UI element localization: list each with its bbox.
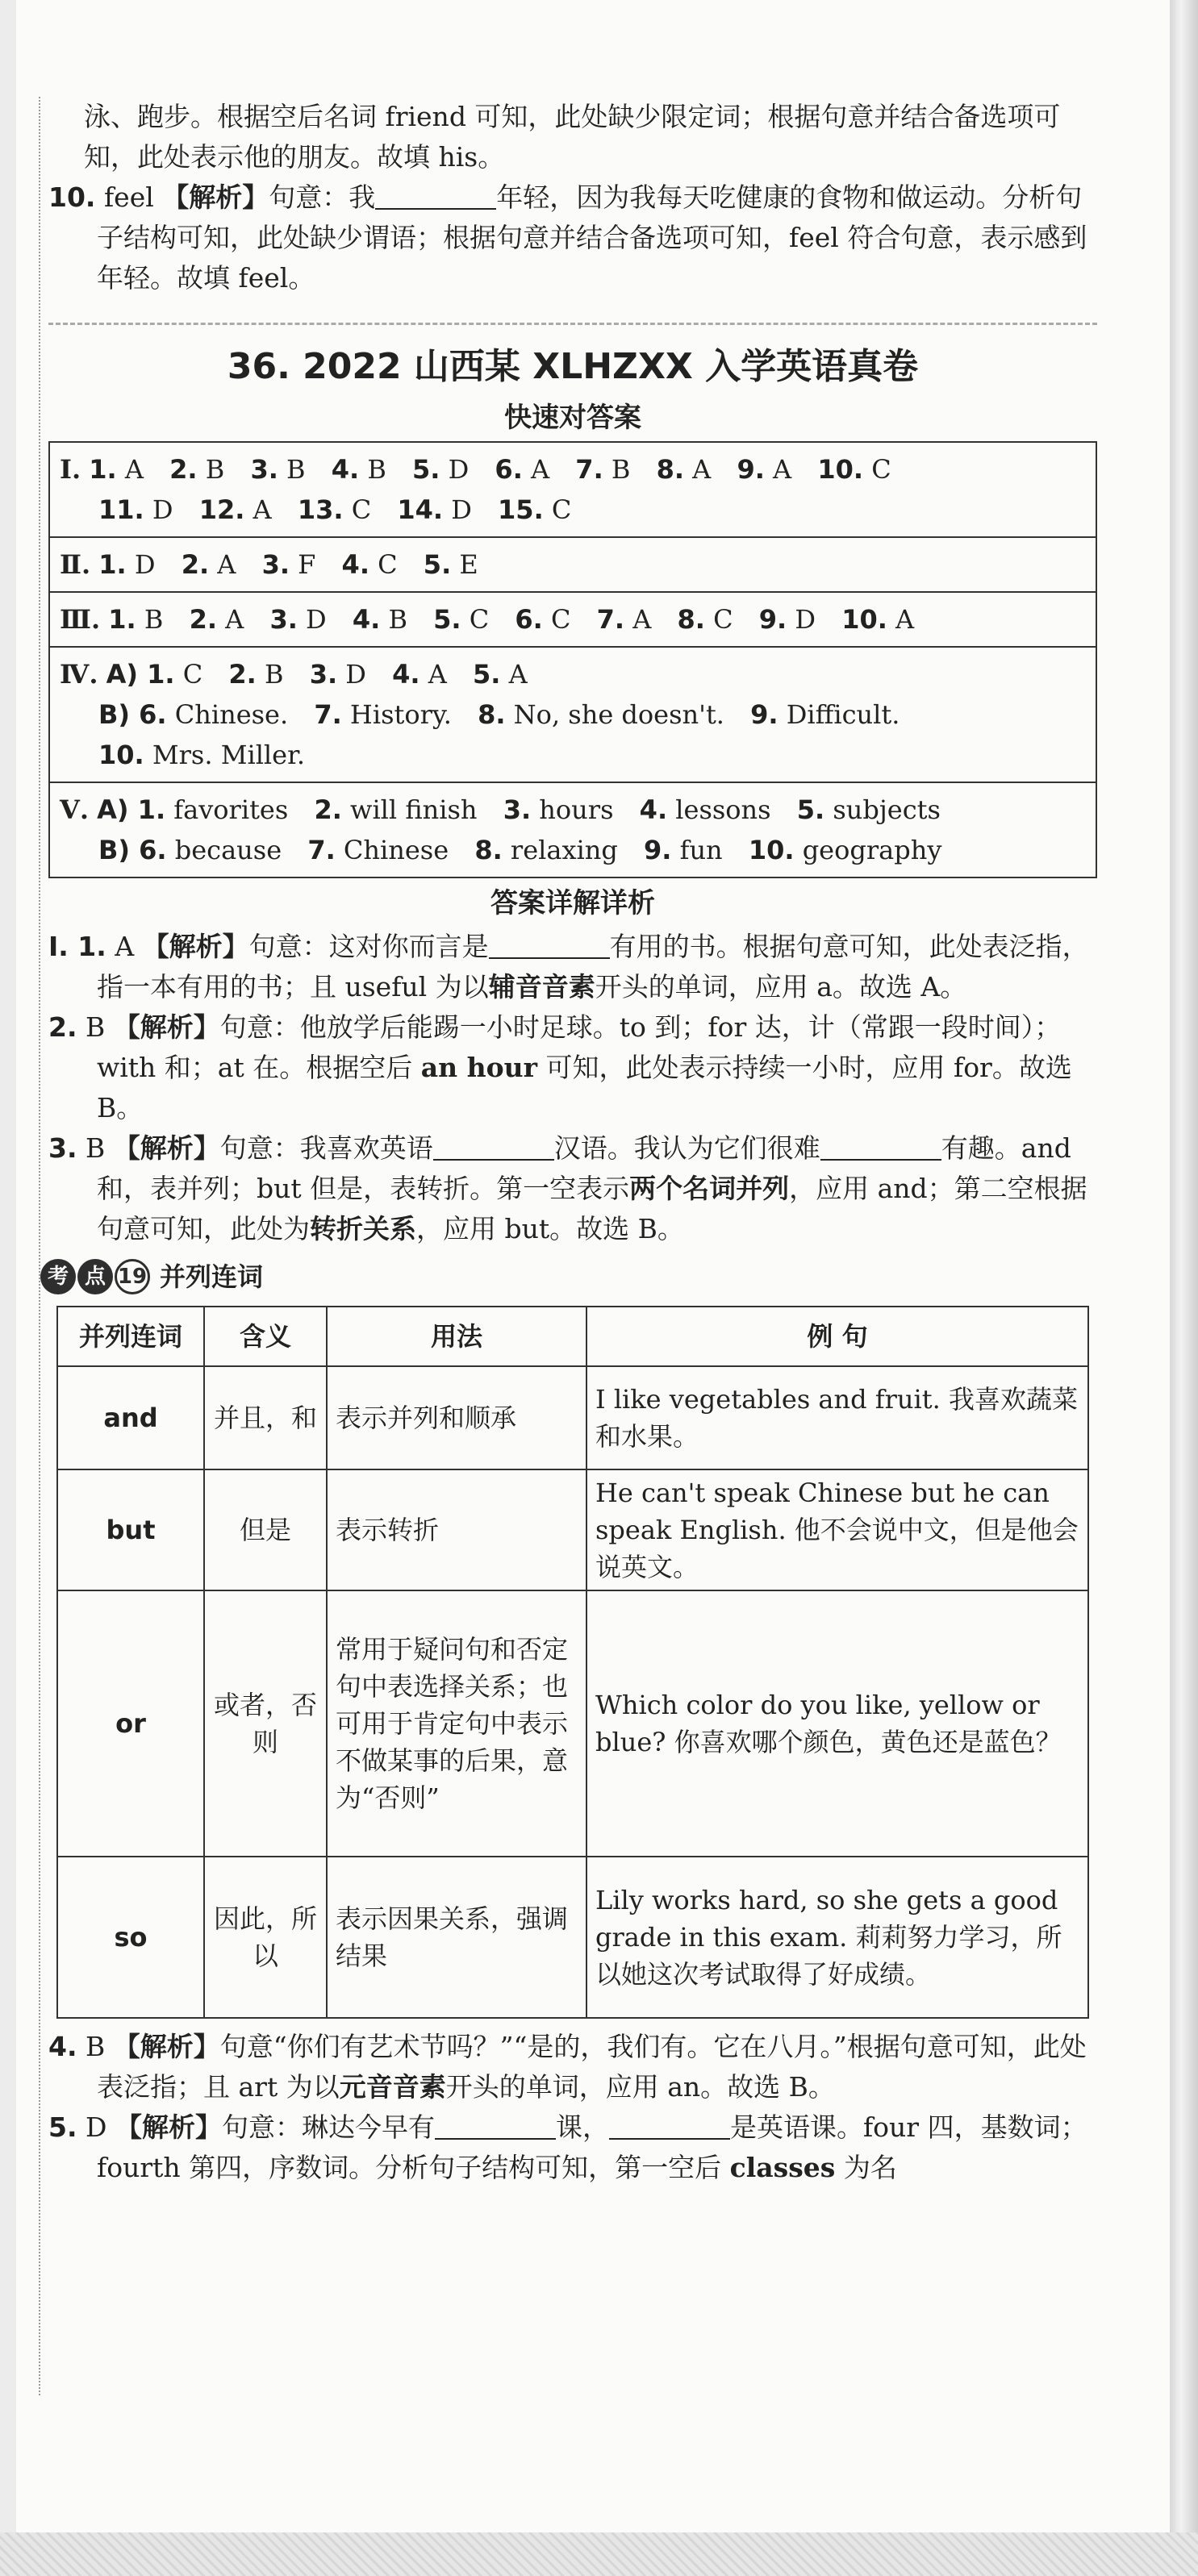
answer-key-number: 3.: [503, 794, 532, 825]
table-cell-word: and: [57, 1366, 204, 1469]
answer-key-number: 9.: [737, 454, 765, 485]
answer-key-number: A) 1.: [97, 794, 166, 825]
q4-number: 4.: [48, 2031, 77, 2062]
answer-key-line: [60, 599, 1086, 640]
answer-key-item: [503, 790, 614, 830]
answer-key-number: 12.: [198, 494, 245, 525]
answer-key-item: [307, 830, 449, 870]
q4-answer: B: [86, 2031, 106, 2062]
table-cell-usage: 表示因果关系，强调结果: [327, 1857, 586, 2018]
q10-answer: feel: [103, 181, 154, 213]
answer-key-number: A) 1.: [106, 659, 175, 690]
section-roman: Ⅴ.: [60, 794, 89, 825]
answer-key-number: 2.: [314, 794, 342, 825]
answer-key-item: [98, 830, 282, 870]
answer-key-item: [392, 654, 447, 694]
q1-text-c: 开头的单词，应用 a。故选 A。: [595, 971, 967, 1002]
table-cell-word: but: [57, 1469, 204, 1590]
table-row: [57, 1857, 1088, 2018]
answer-key-line: [60, 790, 1086, 830]
answer-key-answer: E: [459, 549, 478, 580]
table-cell-meaning: 因此，所以: [204, 1857, 327, 2018]
table-cell-example: Which color do you like, yellow or blue? 你喜欢哪个颜色，黄色还是蓝色？: [586, 1590, 1088, 1857]
q1-text-b: 有用的书。根据句意可知，此处表泛指，指一本有用的书；且 useful 为以: [97, 931, 1089, 1002]
answer-key-item: [228, 654, 283, 694]
answer-key-line: [60, 544, 1086, 585]
answer-key-number: 8.: [474, 835, 503, 865]
answer-key-number: 4.: [341, 549, 369, 580]
table-header: 并列连词: [57, 1307, 204, 1366]
answer-key-number: 4.: [331, 454, 360, 485]
section-divider: [48, 323, 1097, 325]
table-cell-meaning: 或者，否则: [204, 1590, 327, 1857]
q3-text-d: ，应用 and；第二空根据句意可知，此处为: [97, 1173, 1087, 1244]
answer-key-item: [397, 490, 472, 530]
answer-key-item: [749, 830, 942, 870]
answer-key-item: [575, 449, 630, 490]
q3-bold-1: 两个名词并列: [629, 1173, 790, 1204]
answer-key-number: 2.: [169, 454, 198, 485]
answer-key-answer: A: [508, 659, 528, 690]
table-cell-word: so: [57, 1857, 204, 2018]
table-cell-word: or: [57, 1590, 204, 1857]
q3-text-c: 有趣。and 和，表并列；but 但是，表转折。第一空表示: [97, 1132, 1071, 1204]
answer-key-item: [190, 599, 244, 640]
table-cell-usage: 表示并列和顺承: [327, 1366, 586, 1469]
answer-key-number: 3.: [261, 549, 290, 580]
table-header: 例 句: [586, 1307, 1088, 1366]
q2-bold: an hour: [420, 1052, 537, 1083]
kaodian-number: 19: [115, 1259, 150, 1294]
table-cell-example: I like vegetables and fruit. 我喜欢蔬菜和水果。: [586, 1366, 1088, 1469]
answer-key-number: 3.: [250, 454, 278, 485]
answer-key-row: [50, 593, 1096, 648]
answer-key-line: [60, 449, 1086, 490]
answer-key-item: [657, 449, 712, 490]
answer-key-answer: will finish: [350, 794, 478, 825]
q1-answer: A: [115, 931, 135, 962]
answer-key-answer: B: [367, 454, 386, 485]
answer-key-item: [473, 654, 528, 694]
answer-key-number: 5.: [412, 454, 440, 485]
answer-key-answer: Chinese: [343, 835, 449, 865]
answer-key-number: B) 6.: [98, 835, 167, 865]
q2-number: 2.: [48, 1011, 77, 1043]
margin-rule: [39, 97, 40, 2395]
answer-key-number: 6.: [515, 604, 543, 635]
answer-key-number: 7.: [575, 454, 603, 485]
answer-key-number: 5.: [472, 659, 501, 690]
answer-key-item: [841, 599, 914, 640]
q1-blank: [489, 933, 610, 959]
answer-key-answer: C: [351, 494, 372, 525]
q5-answer: D: [86, 2111, 107, 2143]
answer-key-item: [678, 599, 733, 640]
continuation-text: 泳、跑步。根据空后名词 friend 可知，此处缺少限定词；根据句意并结合备选项可知，此处表示他的朋友。故填 his。: [84, 101, 1061, 173]
answer-key-item: [515, 599, 570, 640]
answer-key-answer: C: [713, 604, 733, 635]
answer-key-item: [98, 490, 173, 530]
answer-key-item: [817, 449, 891, 490]
answer-key-number: 10.: [748, 835, 795, 865]
answer-key-row: [50, 783, 1096, 877]
q1-bold: 辅音音素: [488, 971, 595, 1002]
answer-key-item: [262, 544, 316, 585]
answer-key-answer: D: [795, 604, 816, 635]
q3-blank-1: [433, 1135, 554, 1161]
section-roman: Ⅱ.: [60, 549, 91, 580]
section-roman: Ⅳ.: [60, 659, 98, 690]
answer-key-answer: C: [551, 494, 572, 525]
q1-text-a: 句意：这对你而言是: [248, 931, 489, 962]
answer-key-item: [332, 449, 386, 490]
answer-key-row: [50, 538, 1096, 593]
q2-answer: B: [86, 1011, 106, 1043]
answer-key-answer: A: [531, 454, 550, 485]
answer-key-item: [314, 694, 452, 735]
q10-text-b: 年轻，因为我每天吃健康的食物和做运动。分析句子结构可知，此处缺少谓语；根据句意并结合备选项可知，feel 符合句意，表示感到年轻。故填 feel。: [97, 181, 1087, 294]
answer-key-answer: B: [286, 454, 306, 485]
answer-key-answer: C: [469, 604, 490, 635]
q3-text-b: 汉语。我认为它们很难: [553, 1132, 820, 1164]
answer-key-answer: A: [428, 659, 447, 690]
answer-key-row: [50, 443, 1096, 538]
answer-key-answer: D: [451, 494, 472, 525]
answer-key-item: [597, 599, 652, 640]
answer-key-number: 5.: [433, 604, 461, 635]
answer-key-item: [797, 790, 941, 830]
prev-answer-continuation: [48, 97, 1097, 177]
answer-key-number: 8.: [656, 454, 684, 485]
answer-key-answer: C: [378, 549, 398, 580]
table-cell-usage: 表示转折: [327, 1469, 586, 1590]
answer-key-answer: hours: [539, 794, 614, 825]
answer-key-number: 3.: [269, 604, 298, 635]
answer-key-item: [498, 490, 571, 530]
answer-key-answer: lessons: [675, 794, 771, 825]
answer-key-item: [759, 599, 816, 640]
answer-key-answer: C: [550, 604, 571, 635]
answer-key-item: [98, 735, 305, 775]
answer-key-number: 13.: [297, 494, 344, 525]
answer-key-number: 9.: [750, 699, 778, 730]
answer-key-item: [644, 830, 723, 870]
q10-text-a: 句意：我: [269, 181, 376, 213]
answer-key-answer: B: [144, 604, 164, 635]
answer-key-number: 2.: [181, 549, 210, 580]
q2-text-a: 句意：他放学后能踢一小时足球。to 到；for 达，计（常跟一段时间）；with 和；at 在。根据空后: [97, 1011, 1062, 1083]
answer-key-number: 8.: [677, 604, 705, 635]
exam-title: 36. 2022 山西某 XLHZXX 入学英语真卷: [227, 346, 919, 387]
answer-key-item: [750, 694, 900, 735]
answer-key-table: [48, 441, 1097, 878]
answer-key-item: [310, 654, 366, 694]
quick-answer-title: 快速对答案: [504, 402, 641, 434]
answer-key-number: 6.: [495, 454, 523, 485]
answer-key-answer: A: [895, 604, 915, 635]
q1-analysis-tag: 【解析】: [142, 931, 249, 962]
q5-bold: classes: [729, 2152, 836, 2183]
table-header: 含义: [204, 1307, 327, 1366]
answer-key-item: [298, 490, 371, 530]
table-row: [57, 1590, 1088, 1857]
answer-key-answer: because: [174, 835, 282, 865]
answer-key-number: 10.: [98, 740, 144, 770]
table-cell-meaning: 但是: [204, 1469, 327, 1590]
answer-key-number: 8.: [478, 699, 506, 730]
answer-key-item: [106, 654, 203, 694]
table-header: 用法: [327, 1307, 586, 1366]
answer-key-answer: C: [871, 454, 891, 485]
table-cell-example: Lily works hard, so she gets a good grade in this exam. 莉莉努力学习，所以她这次考试取得了好成绩。: [586, 1857, 1088, 2018]
answer-key-number: 5.: [423, 549, 452, 580]
answer-key-answer: C: [182, 659, 203, 690]
section-roman: Ⅰ.: [60, 454, 81, 485]
scan-edge: [1170, 0, 1198, 2576]
table-cell-usage: 常用于疑问句和否定句中表选择关系；也可用于肯定句中表示不做某事的后果，意为“否则”: [327, 1590, 586, 1857]
answer-key-answer: Mrs. Miller.: [152, 740, 306, 770]
answer-key-number: 7.: [314, 699, 342, 730]
answer-key-item: [474, 830, 618, 870]
answer-key-line: [60, 490, 1086, 530]
table-row: [57, 1469, 1088, 1590]
answer-key-number: 9.: [758, 604, 787, 635]
answer-key-number: 4.: [639, 794, 668, 825]
answer-key-number: 10.: [841, 604, 887, 635]
answer-key-answer: subjects: [833, 794, 941, 825]
section-roman: Ⅲ.: [60, 604, 101, 635]
answer-key-answer: A: [225, 604, 244, 635]
answer-key-number: 1.: [108, 604, 136, 635]
answer-key-line: [60, 694, 1086, 735]
answer-key-number: 2.: [189, 604, 217, 635]
answer-key-answer: Difficult.: [786, 699, 900, 730]
kaodian-char-2: 点: [77, 1259, 113, 1294]
kaodian-title: 并列连词: [160, 1261, 264, 1292]
answer-key-item: [199, 490, 272, 530]
table-row: [57, 1366, 1088, 1469]
answer-key-answer: No, she doesn't.: [513, 699, 724, 730]
scan-bottom-edge: [0, 2532, 1198, 2576]
q3-blank-2: [820, 1135, 941, 1161]
detail-analysis-title: 答案详解详析: [490, 887, 655, 919]
answer-key-item: [640, 790, 771, 830]
answer-key-item: [495, 449, 549, 490]
q3-bold-2: 转折关系: [310, 1213, 416, 1244]
answer-key-number: 14.: [397, 494, 444, 525]
page-content: [48, 97, 1097, 2188]
answer-key-answer: B: [388, 604, 407, 635]
answer-key-answer: A: [217, 549, 236, 580]
answer-key-answer: geography: [802, 835, 942, 865]
answer-key-item: [182, 544, 236, 585]
document-page: [16, 0, 1170, 2532]
answer-key-item: [89, 449, 144, 490]
answer-key-item: [353, 599, 407, 640]
answer-key-number: 15.: [498, 494, 544, 525]
table-cell-meaning: 并且，和: [204, 1366, 327, 1469]
answer-key-item: [478, 694, 724, 735]
answer-key-answer: D: [152, 494, 173, 525]
answer-key-answer: F: [298, 549, 316, 580]
detail-q4: [48, 2027, 1097, 2107]
answer-key-number: 7.: [307, 835, 336, 865]
answer-key-item: [424, 544, 478, 585]
q2-text-b: 可知，此处表示持续一小时，应用 for。故选 B。: [97, 1052, 1072, 1123]
q5-blank-2: [609, 2114, 730, 2140]
detail-q1: [48, 927, 1097, 1007]
kaodian-char-1: 考: [40, 1259, 76, 1294]
detail-q5: [48, 2107, 1097, 2188]
q1-number: Ⅰ. 1.: [48, 931, 106, 962]
q3-text-a: 句意：我喜欢英语: [219, 1132, 433, 1164]
answer-key-line: [60, 830, 1086, 870]
answer-key-number: 1.: [89, 454, 117, 485]
answer-key-answer: B: [611, 454, 631, 485]
q5-text-c: 是英语课。four 四，基数词；fourth 第四，序数词。分析句子结构可知，第一空后: [97, 2111, 1087, 2183]
answer-key-answer: A: [253, 494, 272, 525]
answer-key-number: 4.: [392, 659, 420, 690]
q3-answer: B: [86, 1132, 106, 1164]
q4-text-a: 句意“你们有艺术节吗？”“是的，我们有。它在八月。”根据句意可知，此处表泛指；且 art 为以: [97, 2031, 1087, 2103]
answer-key-answer: Chinese.: [174, 699, 289, 730]
q10-blank: [375, 184, 496, 210]
answer-key-number: 2.: [228, 659, 257, 690]
prev-q10: [48, 177, 1097, 298]
answer-key-item: [269, 599, 326, 640]
answer-key-number: 9.: [644, 835, 672, 865]
q5-number: 5.: [48, 2111, 77, 2143]
answer-key-answer: fun: [679, 835, 723, 865]
kaodian-badge: [40, 1254, 1097, 1299]
answer-key-answer: D: [448, 454, 470, 485]
q5-text-a: 句意：琳达今早有: [221, 2111, 435, 2143]
q4-text-b: 开头的单词，应用 an。故选 B。: [445, 2071, 835, 2103]
answer-key-answer: favorites: [173, 794, 289, 825]
answer-key-answer: D: [134, 549, 156, 580]
answer-key-item: [433, 599, 489, 640]
answer-key-item: [108, 599, 163, 640]
answer-key-number: 10.: [817, 454, 864, 485]
answer-key-item: [98, 694, 288, 735]
q4-bold: 元音音素: [339, 2071, 446, 2103]
answer-key-row: [50, 648, 1096, 783]
q3-analysis-tag: 【解析】: [113, 1132, 220, 1164]
answer-key-item: [98, 544, 155, 585]
answer-key-answer: History.: [349, 699, 452, 730]
detail-q2: [48, 1007, 1097, 1128]
q5-text-d: 为名: [843, 2152, 897, 2183]
answer-key-item: [250, 449, 305, 490]
answer-key-number: 5.: [796, 794, 825, 825]
answer-key-item: [412, 449, 469, 490]
q10-analysis-tag: 【解析】: [162, 181, 269, 213]
answer-key-number: 4.: [352, 604, 381, 635]
answer-key-item: [169, 449, 224, 490]
answer-key-answer: B: [205, 454, 225, 485]
answer-key-answer: A: [632, 604, 652, 635]
conjunction-table: [56, 1306, 1089, 2019]
answer-key-number: 7.: [596, 604, 625, 635]
answer-key-number: 1.: [98, 549, 127, 580]
answer-key-line: [60, 654, 1086, 694]
answer-key-answer: A: [124, 454, 144, 485]
q5-analysis-tag: 【解析】: [115, 2111, 222, 2143]
answer-key-item: [342, 544, 398, 585]
answer-key-item: [314, 790, 477, 830]
answer-key-number: 11.: [98, 494, 144, 525]
answer-key-line: [60, 735, 1086, 775]
q10-number: 10.: [48, 181, 96, 213]
answer-key-answer: A: [773, 454, 792, 485]
q4-analysis-tag: 【解析】: [113, 2031, 220, 2062]
answer-key-answer: B: [265, 659, 284, 690]
detail-q3: [48, 1128, 1097, 1249]
q3-text-e: ，应用 but。故选 B。: [416, 1213, 684, 1244]
answer-key-number: B) 6.: [98, 699, 167, 730]
answer-key-number: 3.: [309, 659, 338, 690]
answer-key-item: [737, 449, 791, 490]
answer-key-answer: A: [692, 454, 712, 485]
answer-key-answer: D: [306, 604, 327, 635]
q2-analysis-tag: 【解析】: [113, 1011, 220, 1043]
answer-key-item: [97, 790, 288, 830]
table-cell-example: He can't speak Chinese but he can speak English. 他不会说中文，但是他会说英文。: [586, 1469, 1088, 1590]
table-header-row: [57, 1307, 1088, 1366]
q5-text-b: 课，: [555, 2111, 609, 2143]
answer-key-answer: D: [345, 659, 366, 690]
q5-blank-1: [435, 2114, 556, 2140]
q3-number: 3.: [48, 1132, 77, 1164]
answer-key-answer: relaxing: [510, 835, 618, 865]
